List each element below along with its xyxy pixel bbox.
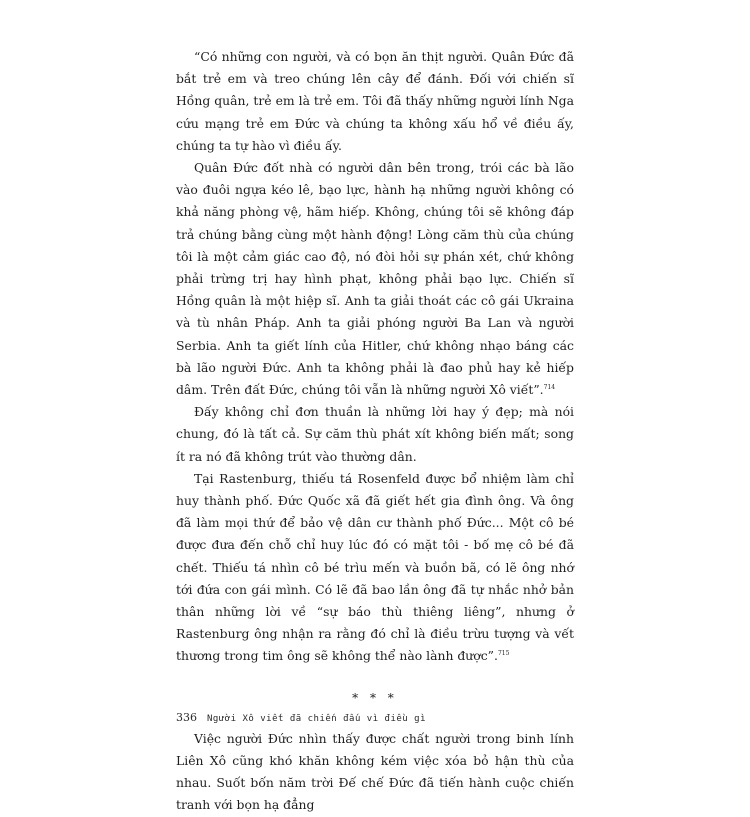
section-separator: * * * (352, 690, 398, 705)
paragraph (176, 46, 574, 157)
footnote-ref: 714 (543, 384, 556, 392)
paragraph-text: Quân Đức đốt nhà có người dân bên trong, trói các bà lão vào đuôi ngựa kéo lê, bạo lực, hành hạ những người không có khả năng phòng vệ, hãm hiếp. Không, chúng tôi sẽ không đáp trả chúng bằng cùng một hành động! Lòng căm thù của chúng tôi là một cảm giác cao độ, nó đòi hỏi sự phán xét, chứ không phải trừng trị hay hình phạt, không phải bạo lực. Chiến sĩ Hồng quân là một hiệp sĩ. Anh ta giải thoát các cô gái Ukraina và tù nhân Pháp. Anh ta giải phóng người Ba Lan và người Serbia. Anh ta giết lính của Hitler, chứ không nhạo báng các bà lão người Đức. Anh ta không phải là đao phủ hay kẻ hiếp dâm. Trên đất Đức, chúng tôi vẫn là những người Xô viết”. (176, 160, 574, 398)
footnote-ref: 715 (497, 650, 510, 658)
paragraph-text: Tại Rastenburg, thiếu tá Rosenfeld được bổ nhiệm làm chỉ huy thành phố. Đức Quốc xã đã giết hết gia đình ông. Và ông đã làm mọi thứ để bảo vệ dân cư thành phố Đức... Một cô bé được đưa đến chỗ chỉ huy lúc đó có mặt tôi - bố mẹ cô bé đã chết. Thiếu tá nhìn cô bé trìu mến và buồn bã, có lẽ ông nhớ tới đứa con gái mình. Có lẽ đã bao lần ông đã tự nhắc nhở bản thân những lời về “sự báo thù thiêng liêng”, nhưng ở Rastenburg ông nhận ra rằng đó chỉ là điều trừu tượng và vết thương trong tim ông sẽ không thể nào lành được”. (176, 470, 574, 664)
paragraph (176, 728, 574, 817)
page-footer (176, 706, 574, 725)
paragraph-text: “Có những con người, và có bọn ăn thịt người. Quân Đức đã bắt trẻ em và treo chúng lên cây để đánh. Đối với chiến sĩ Hồng quân, trẻ em là trẻ em. Tôi đã thấy những người lính Nga cứu mạng trẻ em Đức và chúng ta không xấu hổ về điều ấy, chúng ta tự hào vì điều ấy. (176, 49, 574, 153)
paragraph (176, 468, 574, 668)
running-title: Người Xô viết đã chiến đấu vì điều gì (207, 714, 426, 724)
body-text (176, 46, 574, 817)
paragraph-text: Đấy không chỉ đơn thuần là những lời hay ý đẹp; mà nói chung, đó là tất cả. Sự căm thù phát xít không biến mất; song ít ra nó đã không trút vào thường dân. (176, 404, 574, 464)
paragraph-text: Việc người Đức nhìn thấy được chất người trong binh lính Liên Xô cũng khó khăn không kém việc xóa bỏ hận thù của nhau. Suốt bốn năm trời Đế chế Đức đã tiến hành cuộc chiến tranh với bọn hạ đẳng (176, 730, 574, 813)
paragraph (176, 401, 574, 468)
paragraph (176, 157, 574, 401)
page-number: 336 (176, 711, 197, 724)
